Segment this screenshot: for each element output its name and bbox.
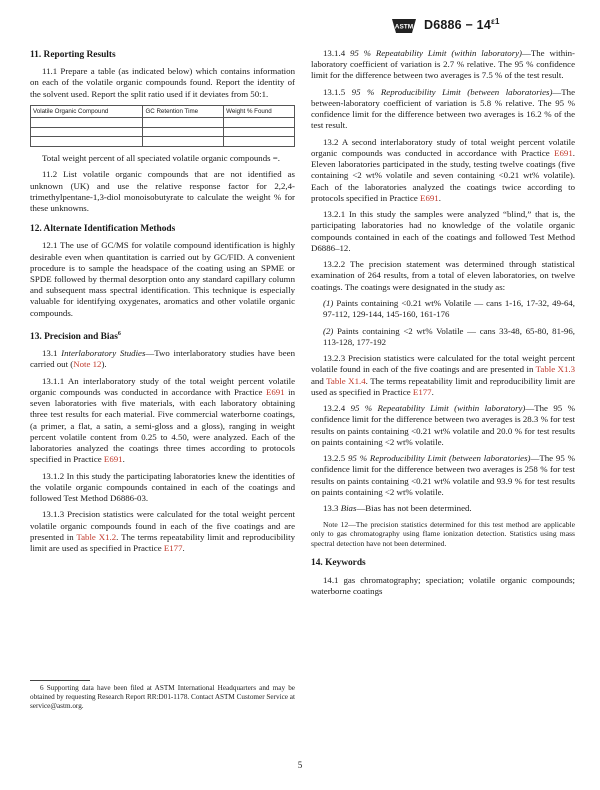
table-row — [31, 137, 295, 147]
table-header-row — [31, 106, 295, 118]
results-table — [30, 105, 295, 147]
list-item: (2) Paints containing <2 wt% Volatile — cans 33-48, 65-80, 81-96, 113-128, 177-192 — [323, 325, 575, 347]
paragraph-13-1: 13.1 Interlaboratory Studies—Two interlaboratory studies have been carried out (Note 12). — [30, 348, 295, 370]
paragraph-13-1-2: 13.1.2 In this study the participating laboratories knew the identities of the volatile organic compounds contained in each of the coatings and followed Test Method D6886-03. — [30, 470, 295, 503]
document-designation: $D6886 - 14^{\varepsilon 1}$ — [424, 17, 500, 33]
astm-logo-icon — [390, 17, 418, 35]
note-12-link[interactable]: Note 12 — [73, 359, 102, 370]
e691-link[interactable]: E691 — [265, 386, 285, 397]
note-12: Note 12—The precision statistics determined for this test method are applicable only to gas chromatography using flame ionization detection. Statistics using mass spectral detection have not been determined. — [311, 519, 575, 548]
paragraph-13-2: 13.2 A second interlaboratory study of total weight percent volatile organic compounds was conducted in accordance with Practice E691. Eleven laboratories participated in the study, testing twelve coatings (five containing <2 wt% volatile and seven containing <0.21 wt% volatile). Each of the laboratories analyzed the coatings twice according to protocols specified in Practice E691. — [311, 136, 575, 203]
list-item: (1) Paints containing <0.21 wt% Volatile — cans 1-16, 17-32, 49-64, 97-112, 129-144, 145-160, 161-176 — [323, 298, 575, 320]
paragraph-13-2-1: 13.2.1 In this study the samples were analyzed “blind,” that is, the participating laboratories had no knowledge of the volatile organic compounds contained in each of the coatings and followed Test Method D6886–12. — [311, 209, 575, 253]
total-weight-line: Total weight percent of all speciated volatile organic compounds =. — [42, 152, 280, 163]
paragraph-11-1: 11.1 Prepare a table (as indicated below) which contains information on each of the volatile organic compounds found. Report the identity of the solvent used. Report the split ratio used if it deviates from 50:1. — [30, 66, 295, 99]
page-header — [0, 14, 600, 38]
right-column — [311, 44, 575, 602]
table-x1-2-link[interactable]: Table X1.2 — [76, 531, 117, 542]
paragraph-13-1-4: 13.1.4 95 % Repeatability Limit (within laboratory)—The within-laboratory coefficient of variation is 2.7 % relative. The 95 % confidence limit for the difference between two averages is 7.5 % of the test result. — [311, 48, 575, 81]
paragraph-14-1: 14.1 gas chromatography; speciation; volatile organic compounds; waterborne coatings — [311, 574, 575, 596]
page-number: 5 — [297, 760, 303, 770]
paragraph-13-1-5: 13.1.5 95 % Reproducibility Limit (between laboratories)—The between-laboratory coefficient of variation is 5.8 % relative. The 95 % confidence limit for the difference between two averages is 16.2 % of the test result. — [311, 86, 575, 131]
section-12-heading: 12. Alternate Identification Methods — [30, 224, 176, 235]
table-row — [31, 127, 295, 137]
paragraph-12-1: 12.1 The use of GC/MS for volatile compound identification is highly desirable even when quantitation is carried out by GC/FID. A convenient procedure is to sample the headspace of the coating using an SPME or SPDE followed by thermal desorption onto any standard capillary column and subsequent mass spectral identification. This technique is especially valuable for identifying oxygenates, aromatics and other volatile organic compounds. — [30, 240, 295, 318]
section-13-heading: 13. Precision and Bias$^6$ — [30, 330, 121, 342]
section-11-heading: 11. Reporting Results — [30, 50, 116, 60]
table-x1-3-link[interactable]: Table X1.3 — [535, 364, 575, 375]
table-row — [31, 118, 295, 128]
paragraph-13-2-3: 13.2.3 Precision statistics were calculated for the total weight percent volatile found in each of the five coatings and are presented in Table X1.3 and Table X1.4. The terms repeatability limit and reproducibility limit are used as specified in Practice E177. — [311, 353, 575, 397]
footnote: 6 Supporting data have been filed at ASTM International Headquarters and may be obtained by requesting Research Report RR:D01-1178. Contact ASTM Customer Service at service@astm.org. — [30, 684, 295, 711]
paragraph-13-2-5: 13.2.5 95 % Reproducibility Limit (between laboratories)—The 95 % confidence limit for the difference between two averages is 258 % for test results on paints containing <0.21 wt% volatile and 93.9 % for test results on paints containing <2 wt% volatile. — [311, 453, 575, 497]
svg-text:ASTM: ASTM — [394, 23, 414, 31]
table-header-cell: GC Retention Time — [143, 106, 224, 118]
footnote-divider — [30, 680, 90, 681]
e691-link[interactable]: E691 — [420, 192, 439, 203]
paragraph-11-2: 11.2 List volatile organic compounds that are not identified as unknown (UK) and use the relative response factor for 2,2,4-trimethylpentane-1,3-diol monoisobutyrate to calculate the weight % for these unknowns. — [30, 169, 295, 213]
e691-link[interactable]: E691 — [103, 454, 123, 465]
paragraph-13-2-2: 13.2.2 The precision statement was determined through statistical examination of 264 results, from a total of eleven laboratories, on twelve coatings. The coatings were designated in the study as: — [311, 259, 575, 292]
table-x1-4-link[interactable]: Table X1.4 — [326, 375, 366, 386]
paragraph-13-1-3: 13.1.3 Precision statistics were calculated for the total weight percent volatile organic compounds found in each of the five coatings and are presented in Table X1.2. The terms repeatability limit and reproducibility limit are used as specified in Practice E177. — [30, 509, 295, 553]
table-header-cell: Volatile Organic Compound — [31, 106, 143, 118]
left-column — [30, 44, 295, 559]
e177-link[interactable]: E177 — [412, 386, 432, 397]
section-14-heading: 14. Keywords — [311, 558, 366, 569]
e177-link[interactable]: E177 — [163, 542, 183, 553]
e691-link[interactable]: E691 — [554, 148, 573, 158]
paragraph-13-2-4: 13.2.4 95 % Repeatability Limit (within laboratory)—The 95 % confidence limit for the difference between two averages is 28.3 % for test results on paints containing <0.21 wt% volatile and 20.0 % for test results on paints containing <2 wt% volatile. — [311, 403, 575, 447]
paragraph-13-3: 13.3 Bias—Bias has not been determined. — [323, 503, 472, 514]
paragraph-13-1-1: 13.1.1 An interlaboratory study of the total weight percent volatile organic compounds was conducted in accordance with Practice E691 in seven laboratories with five materials, with each laboratory obtaining three test results for each material. Five commercial waterborne coatings, (a primer, a flat, a satin, a semi-gloss and a gloss), ranging in weight percent volatile content from 0.25 to 4.50, were analyzed. Each of the laboratories analyzed the coatings three times according to protocols specified in Practice E691. — [30, 375, 296, 465]
table-header-cell: Weight % Found — [224, 106, 295, 118]
